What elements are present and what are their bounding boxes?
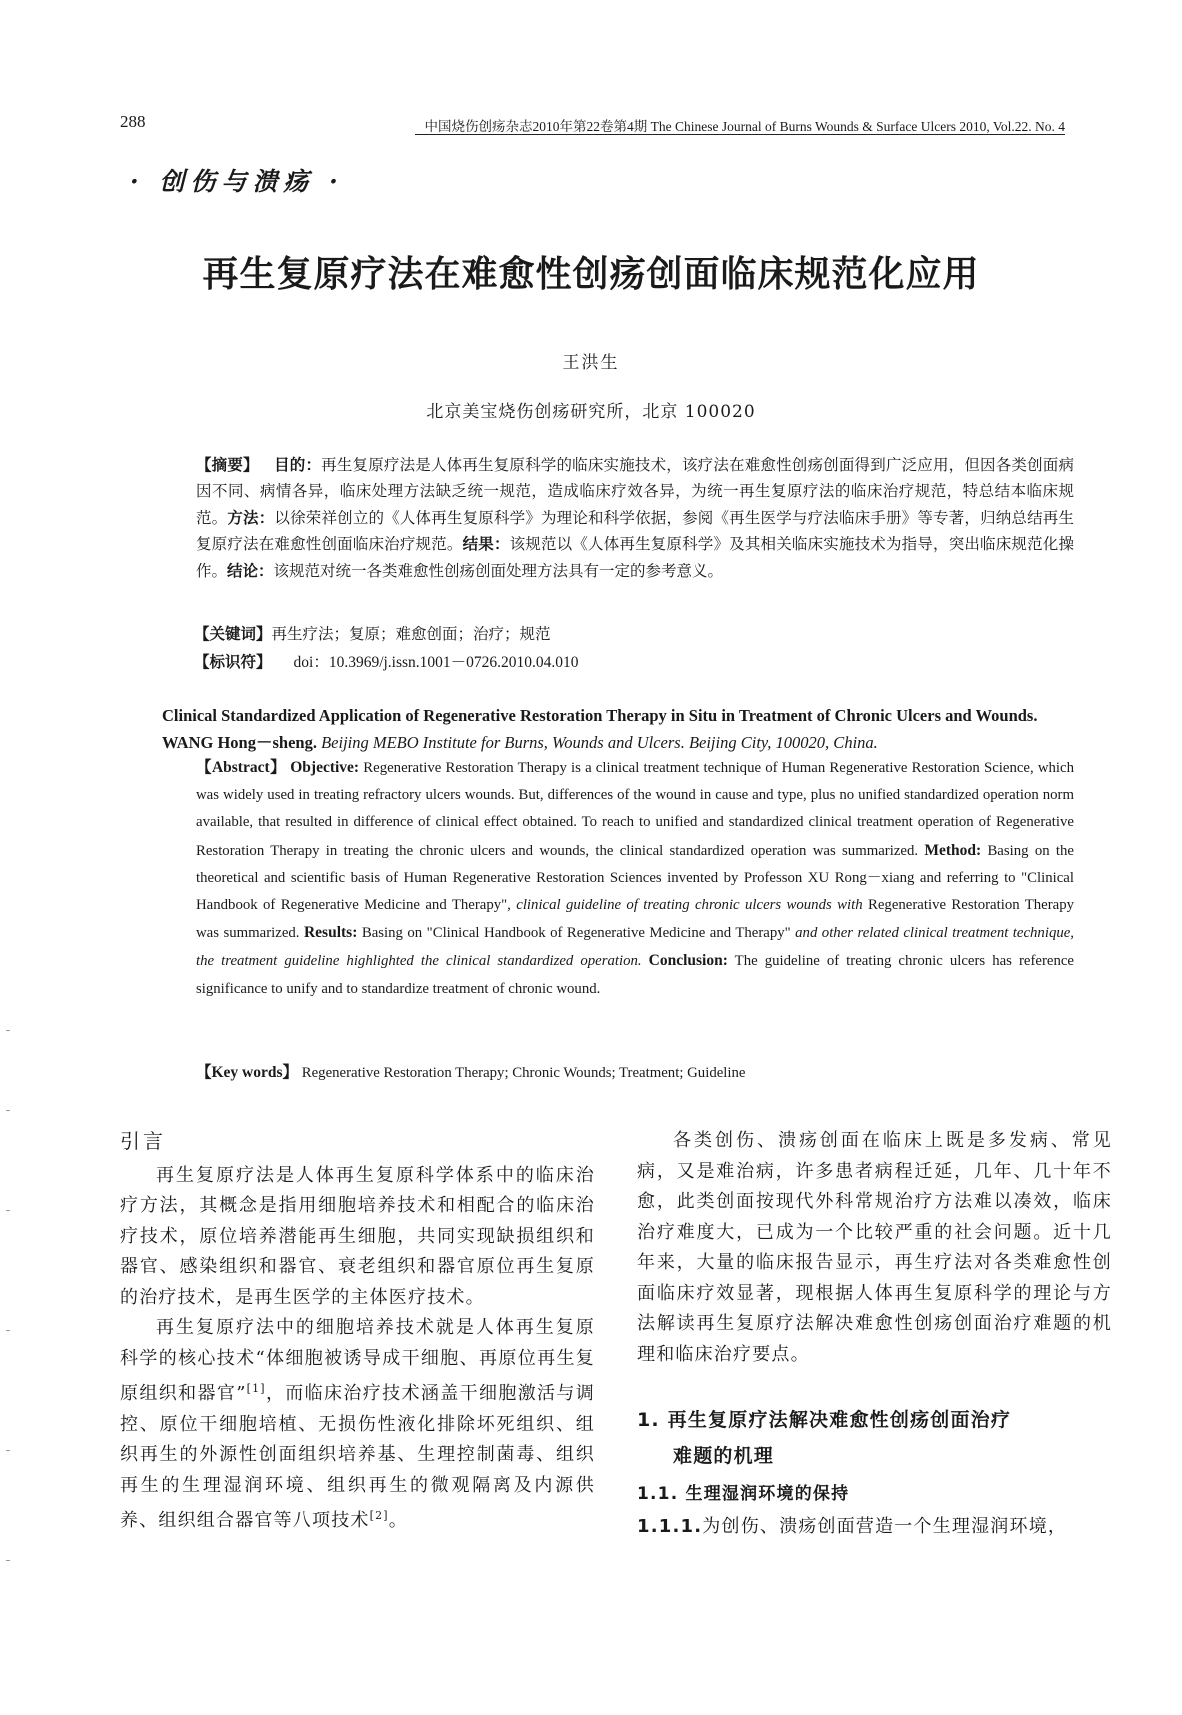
en-abstract-body bbox=[162, 754, 1074, 1003]
page-header bbox=[120, 112, 1065, 138]
section-1-1-1-text: 为创伤、溃疡创面营造一个生理湿润环境， bbox=[702, 1516, 1068, 1537]
en-method-a: Basing on the theoretical and scientific basis of Human Regenerative Restoration Sciences invented by Professon XU Rong－xiang and referring to "Clinical Handbook of Regenerative Medicine and Therapy", bbox=[196, 842, 1074, 914]
en-keywords bbox=[196, 1060, 1076, 1082]
scan-speck bbox=[6, 1210, 10, 1211]
en-affiliation: Beijing MEBO Institute for Burns, Wounds and Ulcers. Beijing City, 100020, China. bbox=[321, 733, 878, 752]
page-number: 288 bbox=[120, 112, 146, 131]
citation-2: [2] bbox=[369, 1509, 389, 1522]
zh-method: 以徐荣祥创立的《人体再生复原科学》为理论和科学依据，参阅《再生医学与疗法临床手册》等专著，归纳总结再生复原疗法在难愈性创面临床治疗规范。 bbox=[196, 508, 1074, 554]
en-title-block bbox=[162, 702, 1074, 756]
body-column-right bbox=[637, 1126, 1112, 1543]
zh-identifier-label: 【标识符】 bbox=[194, 652, 272, 671]
section-1-1-heading: 1.1. 生理湿润环境的保持 bbox=[637, 1484, 850, 1504]
author: 王洪生 bbox=[562, 353, 620, 373]
zh-identifier bbox=[194, 650, 1074, 672]
en-keywords-text: Regenerative Restoration Therapy; Chronic Wounds; Treatment; Guideline bbox=[301, 1065, 746, 1081]
intro-p2-b: ，而临床治疗技术涵盖干细胞激活与调控、原位干细胞培植、无损伤性液化排除坏死组织、组织再生的外源性创面组织培养基、生理控制菌毒、组织再生的生理湿润环境、组织再生的微观隔离及内源供养、组织组合器官等八项技术 bbox=[120, 1383, 595, 1531]
en-conclusion: The guideline of treating chronic ulcers has reference significance to unify and to standardize treatment of chronic wound. bbox=[196, 953, 1074, 997]
zh-abstract bbox=[162, 452, 1074, 585]
scan-speck bbox=[6, 1450, 10, 1451]
citation-1: [1] bbox=[246, 1382, 266, 1395]
intro-p2-a: 再生复原疗法中的细胞培养技术就是人体再生复原科学的核心技术“体细胞被诱导成干细胞、再原位再生复原组织和器官” bbox=[120, 1317, 595, 1404]
section-1-1-1-number: 1.1.1. bbox=[637, 1516, 703, 1537]
en-method-c: Regenerative Restoration Therapy was summarized. bbox=[196, 897, 1075, 942]
en-abstract bbox=[162, 754, 1074, 1003]
zh-abstract-label: 【摘要】 bbox=[196, 455, 259, 474]
en-title: Clinical Standardized Application of Regenerative Restoration Therapy in Situ in Treatment of Chronic Ulcers and Wounds. bbox=[162, 706, 1038, 725]
en-keywords-label: 【Key words】 bbox=[196, 1064, 299, 1081]
zh-result-label: 结果： bbox=[462, 534, 510, 554]
en-conclusion-label: Conclusion: bbox=[648, 952, 728, 970]
zh-abstract-body bbox=[162, 452, 1074, 585]
doi: doi：10.3969/j.issn.1001－0726.2010.04.010 bbox=[293, 654, 579, 671]
affiliation: 北京美宝烧伤创疡研究所，北京 100020 bbox=[426, 402, 756, 422]
section-1-heading bbox=[637, 1402, 1112, 1474]
zh-keywords bbox=[194, 622, 1074, 644]
running-head: 中国烧伤创疡杂志2010年第22卷第4期 The Chinese Journal of Burns Wounds & Surface Ulcers 2010, Vol.22. No. 4 bbox=[424, 119, 1065, 134]
header-rule bbox=[415, 134, 1065, 135]
section-1-heading-line2: 难题的机理 bbox=[673, 1445, 775, 1467]
zh-keywords-label: 【关键词】 bbox=[194, 624, 272, 643]
zh-result: 该规范以《人体再生复原科学》及其相关临床实施技术为指导，突出临床规范化操作。 bbox=[196, 535, 1074, 581]
scan-speck bbox=[6, 1030, 10, 1031]
en-objective: Regenerative Restoration Therapy is a clinical treatment technique of Human Regenerative Restoration Science, which was widely used in treating refractory ulcers wounds. But, differences of the wound in cause and type, plus no unified standardized operation norm available, that resulted in difference of clinical effect obtained. To reach to unified and standardized clinical treatment operation of Regenerative Restoration Therapy in treating the chronic ulcers and wounds, the clinical standardized operation was summarized. bbox=[196, 760, 1075, 859]
column-tag: · 创伤与溃疡 · bbox=[130, 167, 344, 196]
en-author: WANG Hong－sheng. bbox=[162, 733, 317, 752]
zh-keywords-text: 再生疗法；复原；难愈创面；治疗；规范 bbox=[271, 625, 551, 643]
intro-paragraph-2 bbox=[120, 1313, 595, 1537]
body-column-left bbox=[120, 1126, 595, 1537]
en-byline bbox=[162, 733, 878, 752]
en-method-label: Method: bbox=[924, 841, 982, 859]
en-method-b: clinical guideline of treating chronic ulcers wounds with bbox=[516, 897, 863, 914]
scan-speck bbox=[6, 1330, 10, 1331]
section-1-heading-line1: 1. 再生复原疗法解决难愈性创疡创面治疗 bbox=[637, 1409, 1012, 1431]
zh-conclusion: 该规范对统一各类难愈性创疡创面处理方法具有一定的参考意义。 bbox=[273, 562, 724, 581]
scan-speck bbox=[6, 1110, 10, 1111]
en-results-b: and other related clinical treatment technique, the treatment guideline highlighted the clinical standardized operation. bbox=[196, 925, 1075, 970]
intro-p2-c: 。 bbox=[388, 1510, 408, 1531]
zh-objective: 再生复原疗法是人体再生复原科学的临床实施技术，该疗法在难愈性创疡创面得到广泛应用，但因各类创面病因不同、病情各异，临床处理方法缺乏统一规范，造成临床疗效各异，为统一再生复原疗法的临床治疗规范，特总结本临床规范。 bbox=[196, 456, 1074, 527]
zh-conclusion-label: 结论： bbox=[227, 561, 274, 581]
en-objective-label: Objective: bbox=[290, 759, 360, 776]
en-abstract-label: 【Abstract】 bbox=[196, 759, 287, 776]
article-title: 再生复原疗法在难愈性创疡创面临床规范化应用 bbox=[202, 254, 980, 295]
en-results-a: Basing on "Clinical Handbook of Regenerative Medicine and Therapy" bbox=[361, 925, 791, 942]
right-paragraph-1: 各类创伤、溃疡创面在临床上既是多发病、常见病，又是难治病，许多患者病程迁延，几年、几十年不愈，此类创面按现代外科常规治疗方法难以凑效，临床治疗难度大，已成为一个比较严重的社会问题。近十几年来，大量的临床报告显示，再生疗法对各类难愈性创面临床疗效显著，现根据人体再生复原科学的理论与方法解读再生复原疗法解决难愈性创疡创面治疗难题的机理和临床治疗要点。 bbox=[637, 1130, 1112, 1365]
scan-speck bbox=[6, 1560, 10, 1561]
intro-heading: 引言 bbox=[120, 1129, 166, 1153]
intro-paragraph-1: 再生复原疗法是人体再生复原科学体系中的临床治疗方法，其概念是指用细胞培养技术和相配合的临床治疗技术，原位培养潜能再生细胞，共同实现缺损组织和器官、感染组织和器官、衰老组织和器官原位再生复原的治疗技术，是再生医学的主体医疗技术。 bbox=[120, 1164, 595, 1308]
zh-method-label: 方法： bbox=[227, 507, 275, 527]
en-results-label: Results: bbox=[303, 924, 358, 942]
zh-objective-label: 目的： bbox=[274, 455, 322, 474]
section-1-1-1 bbox=[637, 1512, 1112, 1543]
